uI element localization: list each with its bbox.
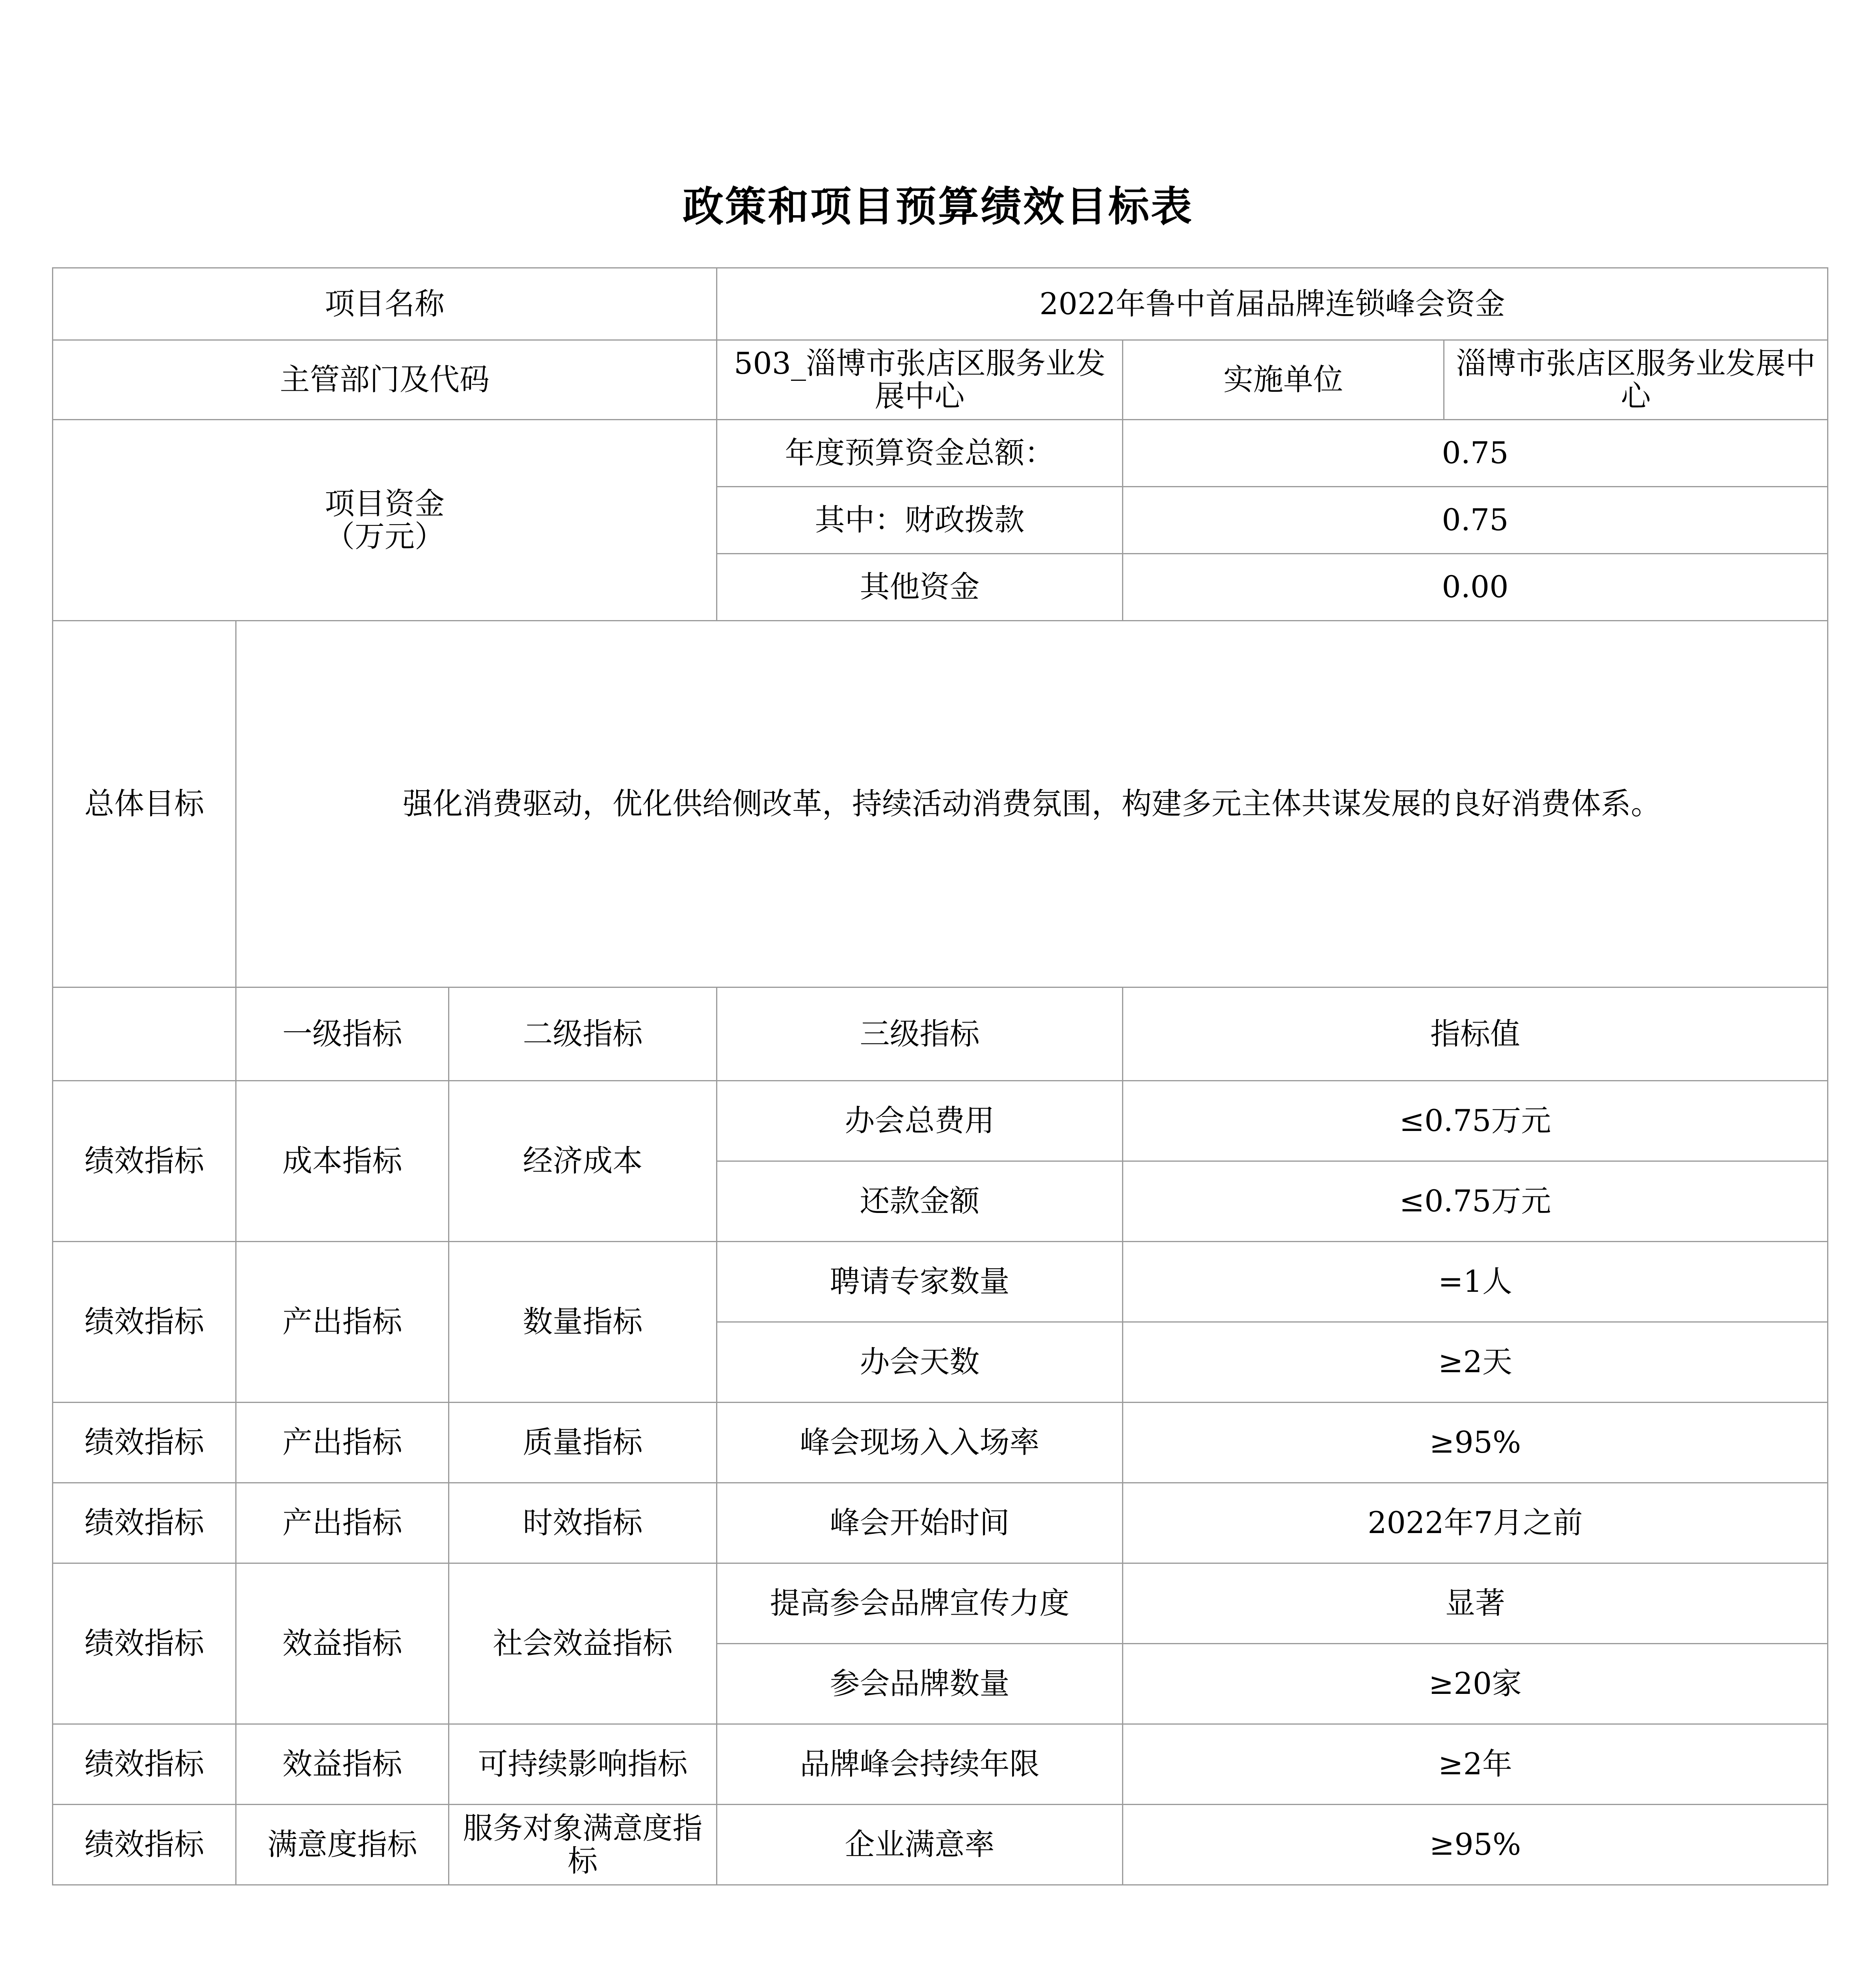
indicator-level2: 数量指标 — [449, 1242, 717, 1403]
indicator-level1: 效益指标 — [236, 1563, 449, 1724]
header-value: 指标值 — [1123, 987, 1828, 1081]
funds-other-label: 其他资金 — [717, 554, 1123, 621]
indicator-category: 绩效指标 — [53, 1563, 236, 1724]
header-level1: 一级指标 — [236, 987, 449, 1081]
indicator-level1: 满意度指标 — [236, 1805, 449, 1885]
indicator-level3: 企业满意率 — [717, 1805, 1123, 1885]
funds-fiscal-label: 其中：财政拨款 — [717, 487, 1123, 554]
project-name-value: 2022年鲁中首届品牌连锁峰会资金 — [717, 268, 1828, 340]
indicator-category: 绩效指标 — [53, 1403, 236, 1483]
funds-row — [53, 420, 1828, 487]
indicator-level2: 社会效益指标 — [449, 1563, 717, 1724]
implementing-unit-label: 实施单位 — [1123, 340, 1444, 420]
funds-total-label: 年度预算资金总额： — [717, 420, 1123, 487]
indicator-level1: 效益指标 — [236, 1724, 449, 1805]
table-row — [53, 1724, 1828, 1805]
project-name-label: 项目名称 — [53, 268, 717, 340]
overall-goal-label: 总体目标 — [53, 621, 236, 987]
indicator-value: ≥20家 — [1123, 1644, 1828, 1724]
overall-goal-row — [53, 621, 1828, 987]
indicator-level3: 聘请专家数量 — [717, 1242, 1123, 1322]
indicator-category: 绩效指标 — [53, 1805, 236, 1885]
funds-other-value: 0.00 — [1123, 554, 1828, 621]
indicator-value: ≥95% — [1123, 1403, 1828, 1483]
department-label: 主管部门及代码 — [53, 340, 717, 420]
header-level2: 二级指标 — [449, 987, 717, 1081]
indicator-value: =1人 — [1123, 1242, 1828, 1322]
funds-label-line1: 项目资金 — [325, 486, 445, 522]
indicator-level2: 时效指标 — [449, 1483, 717, 1563]
indicator-level3: 办会天数 — [717, 1322, 1123, 1403]
performance-target-table — [52, 267, 1828, 1885]
indicator-level3: 办会总费用 — [717, 1081, 1123, 1161]
implementing-unit-value: 淄博市张店区服务业发展中心 — [1444, 340, 1828, 420]
indicator-value: ≤0.75万元 — [1123, 1081, 1828, 1161]
indicator-level2: 经济成本 — [449, 1081, 717, 1242]
indicator-value: ≥2年 — [1123, 1724, 1828, 1805]
indicator-level1: 产出指标 — [236, 1403, 449, 1483]
department-value: 503_淄博市张店区服务业发展中心 — [717, 340, 1123, 420]
indicator-level2: 质量指标 — [449, 1403, 717, 1483]
indicator-category: 绩效指标 — [53, 1483, 236, 1563]
indicator-level3: 提高参会品牌宣传力度 — [717, 1563, 1123, 1644]
funds-total-value: 0.75 — [1123, 420, 1828, 487]
indicator-level3: 还款金额 — [717, 1161, 1123, 1242]
header-blank — [53, 987, 236, 1081]
indicator-level3: 品牌峰会持续年限 — [717, 1724, 1123, 1805]
indicator-category: 绩效指标 — [53, 1242, 236, 1403]
table-row — [53, 1403, 1828, 1483]
indicator-level2: 服务对象满意度指标 — [449, 1805, 717, 1885]
table-row — [53, 1563, 1828, 1644]
indicator-level1: 成本指标 — [236, 1081, 449, 1242]
indicator-value: ≥2天 — [1123, 1322, 1828, 1403]
indicator-value: 显著 — [1123, 1563, 1828, 1644]
table-row — [53, 1483, 1828, 1563]
indicator-level2: 可持续影响指标 — [449, 1724, 717, 1805]
department-row — [53, 340, 1828, 420]
indicator-level3: 峰会现场入入场率 — [717, 1403, 1123, 1483]
header-level3: 三级指标 — [717, 987, 1123, 1081]
indicator-value: 2022年7月之前 — [1123, 1483, 1828, 1563]
table-row — [53, 1242, 1828, 1322]
page-title: 政策和项目预算绩效目标表 — [682, 183, 1193, 231]
funds-label-line2: （万元） — [325, 518, 445, 554]
indicator-level3: 参会品牌数量 — [717, 1644, 1123, 1724]
header-row — [53, 987, 1828, 1081]
indicator-level3: 峰会开始时间 — [717, 1483, 1123, 1563]
table-row — [53, 1805, 1828, 1885]
indicator-category: 绩效指标 — [53, 1724, 236, 1805]
overall-goal-text: 强化消费驱动，优化供给侧改革，持续活动消费氛围，构建多元主体共谋发展的良好消费体系。 — [236, 621, 1828, 987]
indicator-level1: 产出指标 — [236, 1483, 449, 1563]
funds-fiscal-value: 0.75 — [1123, 487, 1828, 554]
indicator-value: ≥95% — [1123, 1805, 1828, 1885]
project-name-row — [53, 268, 1828, 340]
table-row — [53, 1081, 1828, 1161]
indicator-category: 绩效指标 — [53, 1081, 236, 1242]
indicator-level1: 产出指标 — [236, 1242, 449, 1403]
table-body — [53, 268, 1828, 1885]
funds-label — [53, 420, 717, 621]
indicator-value: ≤0.75万元 — [1123, 1161, 1828, 1242]
